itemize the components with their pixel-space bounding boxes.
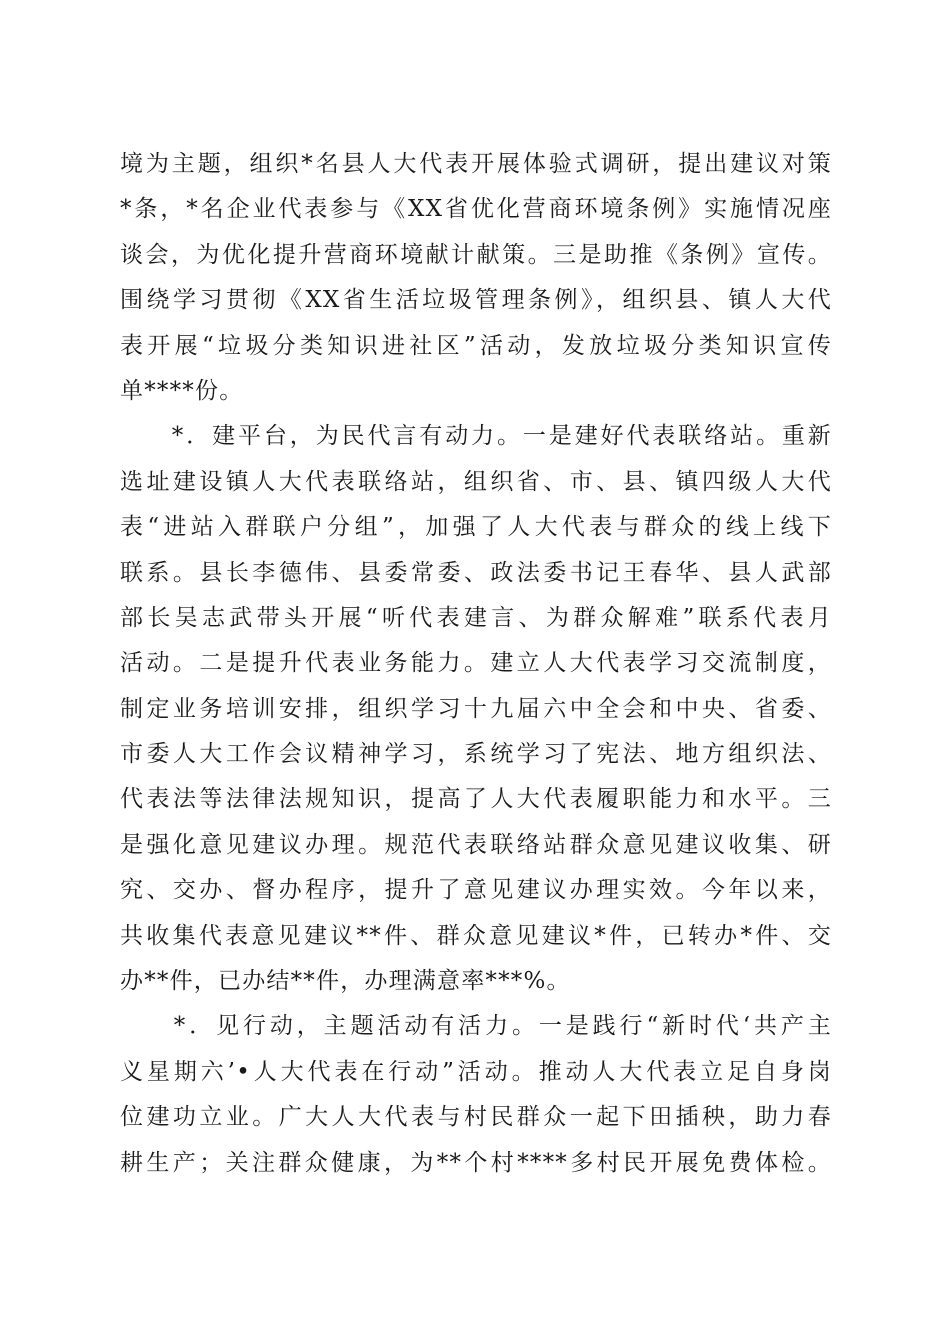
paragraph-3	[120, 1004, 832, 1186]
text-line: 义星期六’•人大代表在行动”活动。推动人大代表立足自身岗	[120, 1058, 832, 1085]
text-line: 代表法等法律法规知识，提高了人大代表履职能力和水平。三	[120, 786, 832, 813]
text-line: 谈会，为优化提升营商环境献计献策。三是助推《条例》宣传。	[120, 241, 832, 268]
text-line: *．见行动，主题活动有活力。一是践行“新时代‘共产主	[120, 1013, 832, 1040]
text-line: 位建功立业。广大人大代表与村民群众一起下田插秧，助力春	[120, 1104, 832, 1131]
text-line: 选址建设镇人大代表联络站，组织省、市、县、镇四级人大代	[120, 468, 832, 495]
text-line: 境为主题，组织*名县人大代表开展体验式调研，提出建议对策	[120, 151, 832, 177]
text-line: 究、交办、督办程序，提升了意见建议办理实效。今年以来，	[120, 877, 832, 904]
text-line: 表开展“垃圾分类知识进社区”活动，发放垃圾分类知识宣传	[120, 332, 832, 359]
text-line: 单****份。	[120, 377, 244, 404]
text-line: *条，*名企业代表参与《XX省优化营商环境条例》实施情况座	[120, 196, 832, 223]
text-line: 耕生产；关注群众健康，为**个村****多村民开展免费体检。	[120, 1149, 832, 1176]
text-line: 部长吴志武带头开展“听代表建言、为群众解难”联系代表月	[120, 604, 832, 631]
paragraph-2	[120, 414, 832, 1004]
document-body	[120, 142, 832, 1186]
text-line: *．建平台，为民代言有动力。一是建好代表联络站。重新	[120, 423, 832, 450]
text-line: 市委人大工作会议精神学习，系统学习了宪法、地方组织法、	[120, 741, 832, 768]
text-line: 表“进站入群联户分组”，加强了人大代表与群众的线上线下	[120, 514, 832, 541]
paragraph-1	[120, 142, 832, 414]
text-line: 联系。县长李德伟、县委常委、政法委书记王春华、县人武部	[120, 559, 832, 586]
text-line: 制定业务培训安排，组织学习十九届六中全会和中央、省委、	[120, 695, 832, 722]
text-line: 围绕学习贯彻《XX省生活垃圾管理条例》，组织县、镇人大代	[120, 287, 832, 314]
text-line: 是强化意见建议办理。规范代表联络站群众意见建议收集、研	[120, 831, 832, 858]
text-line: 办**件，已办结**件，办理满意率***%。	[120, 968, 571, 995]
text-line: 共收集代表意见建议**件、群众意见建议*件，已转办*件、交	[120, 922, 832, 949]
text-line: 活动。二是提升代表业务能力。建立人大代表学习交流制度，	[120, 650, 832, 677]
